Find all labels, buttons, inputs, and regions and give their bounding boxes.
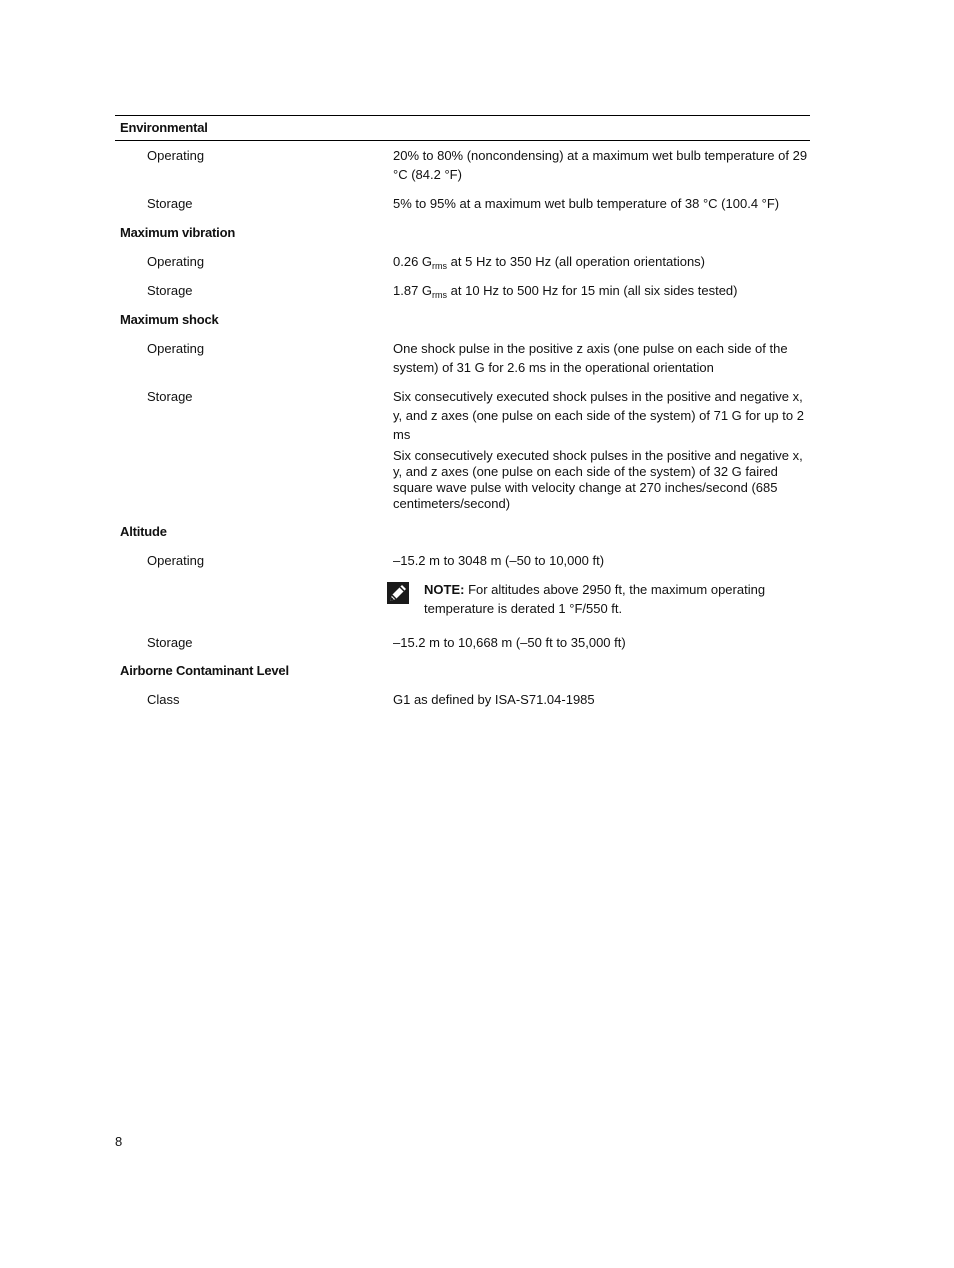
shock-storage-value-1: Six consecutively executed shock pulses in the positive and negative x, y, and z axes (one pulse on each side of the system) of 71 G for up to 2 ms [393,389,804,442]
env-storage-label: Storage [147,196,193,211]
table-header-environmental: Environmental [120,120,208,135]
contaminant-class-label: Class [147,692,180,707]
page-number: 8 [115,1134,123,1149]
vibration-storage-label: Storage [147,283,193,298]
vibration-operating-value: 0.26 $G_{rms}$ at 5 Hz to 350 Hz (all operation orientations) [393,254,705,271]
heading-altitude: Altitude [120,524,167,539]
pencil-note-icon [387,582,409,604]
table-header-rule [115,140,810,141]
env-operating-value: 20% to 80% (noncondensing) at a maximum wet bulb temperature of 29 °C (84.2 °F) [393,148,808,182]
note-text [424,580,804,618]
shock-storage-label: Storage [147,389,193,404]
altitude-storage-value: –15.2 m to 10,668 m (–50 ft to 35,000 ft) [393,635,626,650]
altitude-operating-value: –15.2 m to 3048 m (–50 to 10,000 ft) [393,553,605,568]
vibration-operating-label: Operating [147,254,205,269]
heading-airborne-contaminant-level: Airborne Contaminant Level [120,663,289,678]
heading-maximum-vibration: Maximum vibration [120,225,236,240]
env-operating-label: Operating [147,148,205,163]
shock-storage-value-2: Six consecutively executed shock pulses in the positive and negative x, y, and z axes (one pulse on each side of the system) of 32 G faired square wave pulse with velocity change at 270 inches/second (685 centimeters/second) [393,448,803,511]
vibration-storage-value: 1.87 $G_{rms}$ at 10 Hz to 500 Hz for 15 min (all six sides tested) [393,283,738,300]
table-top-rule [115,115,810,116]
altitude-operating-label: Operating [147,553,205,568]
altitude-storage-label: Storage [147,635,193,650]
shock-operating-value: One shock pulse in the positive z axis (one pulse on each side of the system) of 31 G for 2.6 ms in the operational orientation [393,341,788,375]
env-storage-value: 5% to 95% at a maximum wet bulb temperature of 38 °C (100.4 °F) [393,196,780,211]
note-label: NOTE: [424,582,465,597]
note-body: For altitudes above 2950 ft, the maximum operating temperature is derated 1 °F/550 ft. [424,582,766,616]
contaminant-class-value: G1 as defined by ISA-S71.04-1985 [393,692,595,707]
shock-operating-label: Operating [147,341,205,356]
heading-maximum-shock: Maximum shock [120,312,219,327]
